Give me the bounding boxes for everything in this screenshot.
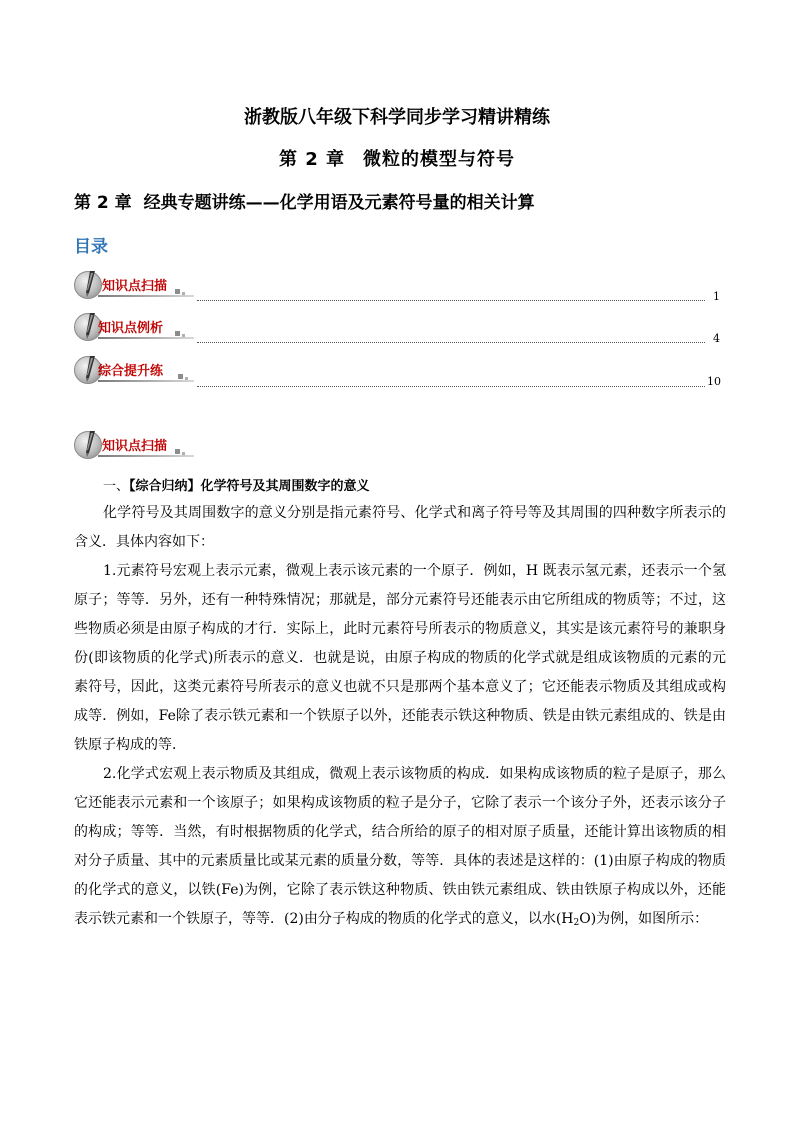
badge-label: 知识点扫描 [102,279,168,294]
badge-square-small [185,377,188,380]
section-title [74,188,535,213]
toc-item-knowledge-examples[interactable] [74,312,199,342]
paragraph-formula-main: 2.化学式宏观上表示物质及其组成，微观上表示该物质的构成．如果构成该物质的粒子是原子，那么它还能表示元素和一个该原子；如果构成该物质的粒子是分子，它除了表示一个该分子外，还表示该分子的构成；等等．当然，有时根据物质的化学式，结合所给的原子的相对原子质量，还能计算出该物质的相对分子质量、其中的元素质量比或某元素的质量分数，等等．具体的表述是这样的：(1)由原子构成的物质的化学式的意义，以铁(Fe)为例，它除了表示铁这种物质、铁由铁元素组成、铁由铁原子构成以外，还能表示铁元素和一个铁原子，等等．(2)由分子构成的物质的化学式的意义，以水(H [74,766,726,927]
toc-leader-dots [197,300,705,301]
badge-underline [98,455,194,457]
paragraph-element-symbol: 1.元素符号宏观上表示元素，微观上表示该元素的一个原子．例如，H 既表示氢元素，还表示一个氢原子；等等．另外，还有一种特殊情况；那就是，部分元素符号还能表示由它所组成的物质等；不过，这些物质必须是由原子构成的才行．实际上，此时元素符号所表示的物质意义，其实是该元素符号的兼职身份(即该物质的化学式)所表示的意义．也就是说，由原子构成的物质的化学式就是组成该物质的元素的元素符号，因此，这类元素符号所表示的意义也就不只是那两个基本意义了；它还能表示物质及其组成或构成等．例如，Fe除了表示铁元素和一个铁原子以外，还能表示铁这种物质、铁是由铁元素组成的、铁是由铁原子构成的等． [74,563,726,753]
badge-square-small [182,334,185,337]
badge-label: 知识点例析 [98,321,164,336]
toc-leader-dots [197,386,705,387]
badge-square [175,331,180,336]
badge-underline [98,337,194,339]
badge-square-small [182,292,185,295]
badge-label: 知识点扫描 [102,439,168,454]
subscript-two: 2 [573,918,580,928]
section-prefix: 第 2 章 [74,193,132,213]
badge-label: 综合提升练 [98,364,164,379]
badge-underline [98,295,194,297]
section-badge-knowledge-scan [74,430,199,460]
toc-page-number: 10 [707,375,721,388]
heading-prefix: 一、 [103,479,130,494]
paragraph-formula-tail: O)为例，如图所示： [579,911,709,927]
badge-square [175,449,180,454]
toc-page-number: 4 [713,332,720,345]
subsection-heading [103,475,370,494]
toc-item-comprehensive-practice[interactable] [74,355,199,385]
chapter-name: 微粒的模型与符号 [363,149,516,170]
badge-square [178,374,183,379]
paragraph-chemical-formula [74,760,726,938]
paragraph-intro: 化学符号及其周围数字的意义分别是指元素符号、化学式和离子符号等及其周围的四种数字所表示的含义．具体内容如下： [74,505,726,550]
heading-rest: 化学符号及其周围数字的意义 [200,479,370,494]
toc-leader-dots [197,342,705,343]
badge-underline [98,380,194,382]
chapter-title [0,145,794,171]
section-name: 经典专题讲练——化学用语及元素符号量的相关计算 [143,193,535,213]
toc-title: 目录 [74,237,108,257]
heading-bold: 【综合归纳】 [129,479,201,494]
badge-square-small [182,452,185,455]
toc-item-knowledge-scan[interactable] [74,270,199,300]
body-text [74,499,726,938]
toc-page-number: 1 [713,290,720,303]
badge-square [175,289,180,294]
chapter-prefix: 第 2 章 [278,149,346,170]
document-title: 浙教版八年级下科学同步学习精讲精练 [244,107,550,128]
